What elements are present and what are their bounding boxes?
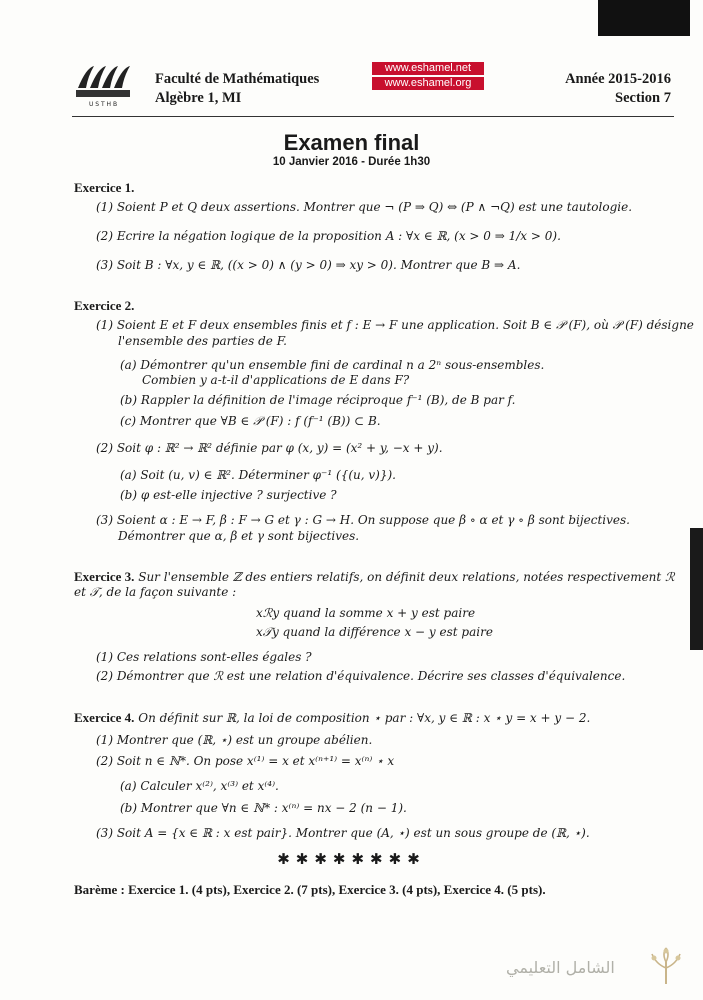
exercise-3-relation-T: x𝒯y quand la différence x − y est paire [256, 625, 493, 639]
exercise-1-q2: (2) Ecrire la négation logique de la proposition A : ∀x ∈ ℝ, (x > 0 ⇒ 1/x > 0). [96, 229, 561, 243]
website-labels [372, 62, 484, 92]
exercise-3-heading: Exercice 3. [74, 569, 135, 584]
exam-title: Examen final [283, 130, 420, 155]
exam-date-duration: 10 Janvier 2016 - Durée 1h30 [272, 156, 431, 168]
separator-stars: ✱✱✱✱✱✱✱✱ [277, 850, 426, 868]
section-label: Section 7 [615, 90, 671, 106]
exercise-2-q1-line1: (1) Soient E et F deux ensembles finis et f : E → F une application. Soit B ∈ 𝒫 (F), où 𝒫 (F) désigne [96, 318, 694, 332]
svg-text:U S T H B: U S T H B [88, 101, 118, 108]
exercise-1-q3: (3) Soit B : ∀x, y ∈ ℝ, ((x > 0) ∧ (y > 0) ⇒ xy > 0). Montrer que B ⇒ A. [96, 258, 521, 272]
exercise-2-q3-line2: Démontrer que α, β et γ sont bijectives. [118, 529, 360, 543]
exercise-4-q3: (3) Soit A = {x ∈ ℝ : x est pair}. Montrer que (A, ⋆) est un sous groupe de (ℝ, ⋆). [96, 826, 590, 840]
scan-edge-mark-side [690, 528, 703, 650]
exercise-4-q1: (1) Montrer que (ℝ, ⋆) est un groupe abélien. [96, 733, 373, 747]
course-name: Algèbre 1, MI [155, 90, 242, 106]
exercise-2-q3-line1: (3) Soient α : E → F, β : F → G et γ : G → H. On suppose que β ∘ α et γ ∘ β sont bijectives. [96, 513, 630, 527]
exercise-4-intro-text: On définit sur ℝ, la loi de composition ⋆ par : ∀x, y ∈ ℝ : x ⋆ y = x + y − 2. [138, 711, 591, 725]
exercise-2-q2: (2) Soit φ : ℝ² → ℝ² définie par φ (x, y) = (x² + y, −x + y). [96, 441, 443, 455]
brand-tree-icon [646, 946, 686, 986]
exercise-2-q1a-line2: Combien y a-t-il d'applications de E dans F? [142, 373, 410, 387]
exercise-2-q1a-line1: (a) Démontrer qu'un ensemble fini de cardinal n a 2ⁿ sous-ensembles. [120, 358, 545, 372]
exercise-1-q1: (1) Soient P et Q deux assertions. Montrer que ¬ (P ⇒ Q) ⇔ (P ∧ ¬Q) est une tautologie. [96, 200, 633, 214]
exercise-3-intro-line2: et 𝒯, de la façon suivante : [74, 585, 237, 599]
header-left [155, 70, 319, 108]
grading-scale: Barème : Exercice 1. (4 pts), Exercice 2. (7 pts), Exercice 3. (4 pts), Exercice 4. (5 pts). [74, 882, 546, 897]
exercise-1-heading: Exercice 1. [74, 180, 135, 195]
exercise-4-q2b: (b) Montrer que ∀n ∈ ℕ* : x⁽ⁿ⁾ = nx − 2 (n − 1). [120, 801, 407, 815]
exercise-3-intro-line1 [74, 569, 675, 585]
exercise-4-q2: (2) Soit n ∈ ℕ*. On pose x⁽¹⁾ = x et x⁽ⁿ⁺¹⁾ = x⁽ⁿ⁾ ⋆ x [96, 754, 395, 768]
header-right [565, 70, 671, 108]
website-link-net[interactable]: www.eshamel.net [372, 62, 484, 75]
exercise-2-q1-line2: l'ensemble des parties de F. [118, 334, 287, 348]
exercise-2-q2a: (a) Soit (u, v) ∈ ℝ². Déterminer φ⁻¹ ({(u, v)}). [120, 468, 396, 482]
exercise-3-q1: (1) Ces relations sont-elles égales ? [96, 650, 312, 664]
exercise-2-q2b: (b) φ est-elle injective ? surjective ? [120, 488, 337, 502]
exercise-2-q1b: (b) Rappler la définition de l'image réciproque f⁻¹ (B), de B par f. [120, 393, 516, 407]
exercise-4-heading: Exercice 4. [74, 710, 135, 725]
website-link-org[interactable]: www.eshamel.org [372, 77, 484, 90]
scan-edge-mark-top [598, 0, 690, 36]
university-logo [72, 60, 134, 108]
exercise-3-relation-R: xℛy quand la somme x + y est paire [256, 606, 476, 620]
academic-year: Année 2015-2016 [565, 71, 671, 87]
faculty-name: Faculté de Mathématiques [155, 71, 320, 87]
exercise-2-q1c: (c) Montrer que ∀B ∈ 𝒫 (F) : f (f⁻¹ (B)) ⊂ B. [120, 414, 381, 428]
brand-watermark-text: الشامل التعليمي [506, 958, 615, 977]
exercise-2-heading: Exercice 2. [74, 298, 135, 313]
exercise-3-q2: (2) Démontrer que ℛ est une relation d'équivalence. Décrire ses classes d'équivalence. [96, 669, 626, 683]
exercise-3-intro-text: Sur l'ensemble ℤ des entiers relatifs, on définit deux relations, notées respectivement ℛ [138, 570, 675, 584]
exercise-4-intro [74, 710, 590, 726]
exercise-4-q2a: (a) Calculer x⁽²⁾, x⁽³⁾ et x⁽⁴⁾. [120, 779, 279, 793]
header-divider [72, 116, 674, 117]
